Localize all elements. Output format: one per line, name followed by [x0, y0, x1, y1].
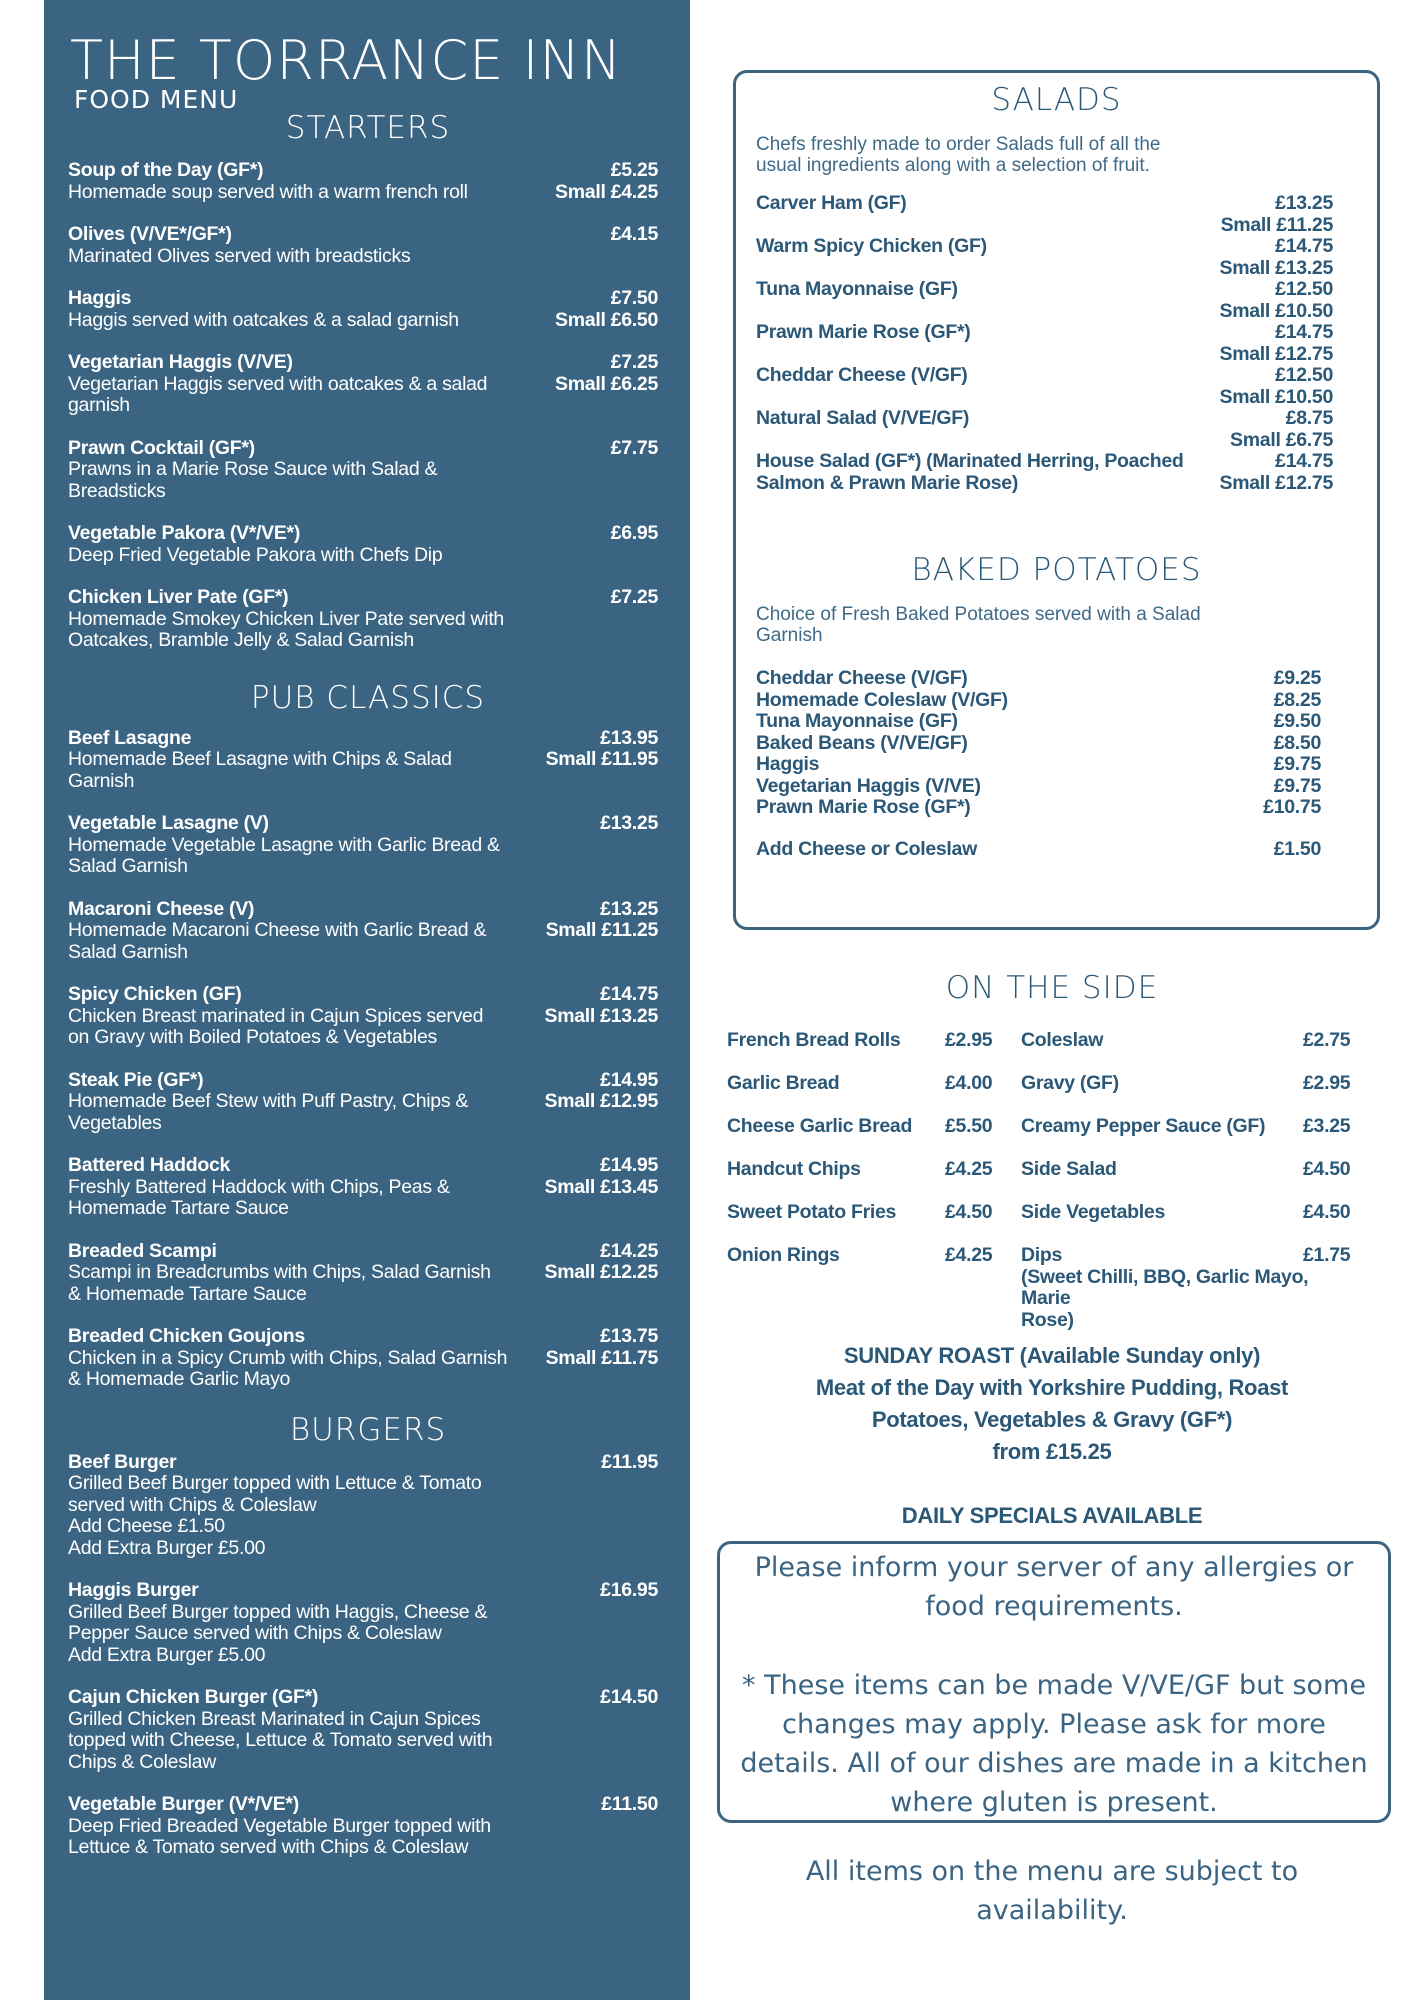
- item-price: £16.95: [600, 1579, 658, 1601]
- menu-item: [68, 899, 668, 964]
- menu-item: [68, 352, 668, 417]
- salad-prices: [1220, 322, 1334, 365]
- description-line: Homemade soup served with a warm french roll: [68, 180, 468, 203]
- item-price: £14.75: [600, 983, 658, 1005]
- menu-item: [68, 288, 668, 331]
- salad-name-line: Warm Spicy Chicken (GF): [756, 235, 987, 257]
- item-prices: [611, 587, 658, 609]
- item-description: [68, 1348, 538, 1391]
- item-name: Vegetable Pakora (V*/VE*): [68, 522, 301, 544]
- potato-item: [756, 754, 1377, 776]
- potato-price: £8.50: [1273, 731, 1321, 754]
- side-item-name: [1021, 1073, 1311, 1095]
- burgers-title: BURGERS: [289, 1411, 447, 1448]
- burgers-list: [68, 1452, 668, 1859]
- salad-item: [736, 236, 1377, 279]
- sunday-roast: SUNDAY ROAST (Available Sunday only) Meat of the Day with Yorkshire Pudding, Roast Potatoes, Vegetables & Gravy (GF*) from £15.25: [815, 1343, 1289, 1464]
- potato-price: £9.75: [1273, 774, 1321, 797]
- item-description: [68, 1177, 538, 1220]
- item-price: £11.95: [601, 1450, 658, 1473]
- potato-price: £9.50: [1273, 710, 1321, 732]
- side-title: ON THE SIDE: [945, 970, 1159, 1006]
- dietary-notice: * These items can be made V/VE/GF but some changes may apply. Please ask for more details. All of our dishes are made in a kitchen where gluten is present.: [740, 1670, 1368, 1818]
- item-prices: [545, 984, 659, 1027]
- menu-item: [68, 1070, 668, 1135]
- side-item-name: [1021, 1202, 1311, 1224]
- item-prices: [601, 1452, 658, 1474]
- restaurant-name: THE TORRANCE INN: [70, 29, 623, 92]
- salad-prices: [1220, 451, 1334, 494]
- item-description: [68, 182, 538, 204]
- description-line: Haggis served with oatcakes & a salad garnish: [68, 308, 459, 331]
- menu-item: [68, 160, 668, 203]
- item-small-price: Small £4.25: [555, 180, 658, 203]
- description-line: garnish: [68, 394, 130, 416]
- description-line: Homemade Smokey Chicken Liver Pate served with: [68, 607, 504, 630]
- salad-small-price: Small £10.50: [1219, 299, 1333, 322]
- side-item-line: Gravy (GF): [1021, 1072, 1119, 1094]
- item-description: [68, 1816, 538, 1859]
- item-price: £13.25: [600, 812, 658, 834]
- side-item-name: Cheese Garlic Bread: [727, 1115, 913, 1137]
- item-small-price: Small £6.50: [555, 308, 658, 331]
- item-small-price: Small £11.95: [545, 748, 658, 770]
- side-item-price: £4.25: [945, 1244, 993, 1266]
- item-small-price: Small £11.25: [545, 919, 658, 941]
- salad-price: £14.75: [1275, 321, 1333, 343]
- item-prices: [601, 1794, 658, 1816]
- menu-item: [68, 587, 668, 652]
- item-description: [68, 1602, 538, 1667]
- menu-item: [68, 1687, 668, 1773]
- description-line: Homemade Tartare Sauce: [68, 1197, 289, 1219]
- menu-item: [68, 1241, 668, 1306]
- side-item-line: Side Salad: [1021, 1158, 1117, 1180]
- item-name: Spicy Chicken (GF): [68, 983, 242, 1005]
- side-item-price: £2.75: [1303, 1029, 1351, 1051]
- item-prices: [600, 1580, 658, 1602]
- item-price: £7.50: [610, 287, 658, 309]
- salad-item: [736, 365, 1377, 408]
- menu-item: [68, 813, 668, 878]
- salad-prices: [1220, 365, 1334, 408]
- potato-name: Cheddar Cheese (V/GF): [756, 667, 968, 689]
- item-description: [68, 246, 538, 268]
- side-item-name: [1021, 1159, 1311, 1181]
- side-row: [727, 1030, 1377, 1073]
- item-name: Steak Pie (GF*): [68, 1068, 204, 1091]
- side-item-name: French Bread Rolls: [727, 1029, 901, 1051]
- allergy-notice: Please inform your server of any allergies or food requirements.: [754, 1552, 1354, 1622]
- item-prices: [600, 1687, 658, 1709]
- side-row: [727, 1244, 1377, 1331]
- salads-title: SALADS: [991, 82, 1122, 118]
- item-prices: [545, 1241, 659, 1284]
- description-line: Salad Garnish: [68, 855, 188, 877]
- potato-name: Prawn Marie Rose (GF*): [756, 796, 971, 818]
- side-item-line: Dips: [1021, 1244, 1063, 1266]
- description-line: Freshly Battered Haddock with Chips, Peas &: [68, 1175, 450, 1198]
- potato-price: £8.25: [1273, 688, 1321, 711]
- potato-price: £9.25: [1273, 667, 1321, 689]
- daily-specials: DAILY SPECIALS AVAILABLE: [901, 1503, 1203, 1528]
- salad-prices: [1220, 279, 1334, 322]
- salad-name-line: Salmon & Prawn Marie Rose): [756, 471, 1019, 494]
- salad-price: £12.50: [1275, 364, 1333, 386]
- side-item-name: [1021, 1245, 1311, 1331]
- side-item-price: £4.00: [945, 1072, 993, 1094]
- item-small-price: Small £11.75: [545, 1346, 658, 1369]
- side-item-price: £5.50: [945, 1115, 993, 1137]
- potatoes-intro: Choice of Fresh Baked Potatoes served with a Salad Garnish: [756, 604, 1201, 646]
- potato-name: Tuna Mayonnaise (GF): [756, 710, 958, 732]
- potatoes-list: [736, 668, 1377, 819]
- item-name: Breaded Scampi: [68, 1239, 217, 1262]
- side-list: [727, 1029, 1377, 1331]
- description-line: Grilled Beef Burger topped with Haggis, Cheese &: [68, 1600, 488, 1623]
- item-prices: [611, 438, 658, 460]
- salad-small-price: Small £11.25: [1220, 213, 1333, 236]
- item-description: [68, 1006, 538, 1049]
- item-description: [68, 374, 538, 417]
- side-item-name: [1021, 1116, 1311, 1138]
- item-prices: [600, 813, 658, 835]
- salad-small-price: Small £12.75: [1219, 342, 1333, 365]
- item-description: [68, 1473, 538, 1559]
- salads-list: [736, 193, 1377, 494]
- salad-small-price: Small £6.75: [1230, 428, 1333, 451]
- item-prices: [611, 523, 658, 545]
- salad-price: £13.25: [1275, 192, 1333, 214]
- item-price: £14.95: [600, 1068, 658, 1091]
- item-price: £13.95: [600, 726, 658, 749]
- menu-item: [68, 984, 668, 1049]
- item-name: Haggis Burger: [68, 1579, 199, 1601]
- salad-name-line: Cheddar Cheese (V/GF): [756, 364, 968, 386]
- item-small-price: Small £13.25: [544, 1004, 658, 1027]
- description-line: Scampi in Breadcrumbs with Chips, Salad Garnish: [68, 1261, 491, 1283]
- item-price: £14.25: [600, 1239, 658, 1262]
- description-line: Homemade Beef Stew with Puff Pastry, Chips &: [68, 1090, 469, 1112]
- item-name: Vegetable Lasagne (V): [68, 812, 269, 834]
- side-item-line: Coleslaw: [1021, 1029, 1104, 1051]
- item-prices: [545, 1070, 659, 1113]
- salad-small-price: Small £13.25: [1219, 256, 1333, 279]
- item-price: £13.75: [600, 1325, 658, 1347]
- side-item-line: Rose): [1021, 1308, 1074, 1331]
- item-prices: [546, 899, 658, 942]
- potato-item: [756, 690, 1377, 712]
- menu-item: [68, 438, 668, 503]
- salad-small-price: Small £12.75: [1219, 471, 1333, 494]
- description-line: Deep Fried Vegetable Pakora with Chefs Dip: [68, 543, 443, 566]
- potato-item: [756, 797, 1377, 819]
- item-name: Breaded Chicken Goujons: [68, 1325, 305, 1347]
- potato-price: £10.75: [1263, 796, 1321, 818]
- salad-item: [736, 279, 1377, 322]
- item-description: [68, 459, 538, 502]
- description-line: Breadsticks: [68, 479, 166, 502]
- item-price: £7.25: [610, 351, 658, 373]
- starters-title: STARTERS: [285, 110, 451, 146]
- description-line: Chips & Coleslaw: [68, 1750, 217, 1773]
- side-row: [727, 1202, 1377, 1245]
- description-line: Vegetarian Haggis served with oatcakes & a salad: [68, 372, 488, 395]
- item-name: Battered Haddock: [68, 1154, 231, 1176]
- item-prices: [546, 1326, 658, 1369]
- salads-intro: Chefs freshly made to order Salads full of all the usual ingredients along with a selection of fruit.: [756, 134, 1161, 176]
- potatoes-extra-name: Add Cheese or Coleslaw: [756, 837, 977, 860]
- potato-name: Vegetarian Haggis (V/VE): [756, 774, 981, 797]
- side-row: [727, 1073, 1377, 1116]
- description-line: Add Extra Burger £5.00: [68, 1536, 266, 1559]
- item-description: [68, 609, 538, 652]
- salad-name-line: House Salad (GF*) (Marinated Herring, Poached: [756, 450, 1184, 472]
- potatoes-extra-price: £1.50: [1273, 837, 1321, 860]
- side-item-line: Side Vegetables: [1021, 1201, 1165, 1223]
- salad-item: [736, 408, 1377, 451]
- side-item-name: Onion Rings: [727, 1244, 840, 1266]
- side-row: [727, 1159, 1377, 1202]
- side-item-price: £4.50: [1303, 1158, 1351, 1180]
- salad-name-line: Natural Salad (V/VE/GF): [756, 407, 970, 429]
- description-line: Grilled Chicken Breast Marinated in Cajun Spices: [68, 1707, 481, 1730]
- potato-item: [756, 776, 1377, 798]
- potato-name: Baked Beans (V/VE/GF): [756, 731, 968, 754]
- item-description: [68, 835, 538, 878]
- description-line: served with Chips & Coleslaw: [68, 1493, 317, 1516]
- description-line: Pepper Sauce served with Chips & Coleslaw: [68, 1622, 442, 1644]
- potato-name: Homemade Coleslaw (V/GF): [756, 688, 1008, 711]
- description-line: Homemade Macaroni Cheese with Garlic Bread &: [68, 919, 487, 941]
- starters-list: [68, 160, 668, 652]
- item-description: [68, 545, 538, 567]
- side-item-price: £1.75: [1303, 1244, 1351, 1266]
- item-name: Olives (V/VE*/GF*): [68, 223, 232, 245]
- salad-price: £14.75: [1275, 450, 1333, 472]
- item-name: Vegetarian Haggis (V/VE): [68, 351, 293, 373]
- description-line: Prawns in a Marie Rose Sauce with Salad &: [68, 458, 438, 480]
- description-line: on Gravy with Boiled Potatoes & Vegetables: [68, 1026, 437, 1048]
- side-item-line: (Sweet Chilli, BBQ, Garlic Mayo, Marie: [1021, 1265, 1309, 1309]
- side-item-price: £3.25: [1303, 1115, 1351, 1137]
- item-price: £14.50: [600, 1686, 658, 1708]
- salad-prices: [1221, 193, 1333, 236]
- description-line: Garnish: [68, 769, 135, 792]
- potato-name: Haggis: [756, 753, 820, 775]
- side-item-name: Garlic Bread: [727, 1072, 840, 1094]
- item-prices: [611, 224, 658, 246]
- item-description: [68, 749, 538, 792]
- item-description: [68, 1262, 538, 1305]
- salad-item: [736, 451, 1377, 494]
- salad-prices: [1230, 408, 1333, 451]
- item-name: Chicken Liver Pate (GF*): [68, 586, 289, 608]
- salad-prices: [1220, 236, 1334, 279]
- menu-item: [68, 1794, 668, 1859]
- item-price: £11.50: [601, 1793, 658, 1815]
- item-name: Beef Burger: [68, 1450, 177, 1473]
- potato-item: [756, 711, 1377, 733]
- item-description: [68, 920, 538, 963]
- item-prices: [555, 160, 658, 203]
- classics-title: PUB CLASSICS: [250, 679, 486, 716]
- description-line: Vegetables: [68, 1111, 162, 1134]
- salad-name-line: Prawn Marie Rose (GF*): [756, 321, 971, 343]
- side-item-price: £4.50: [1303, 1201, 1351, 1223]
- item-name: Beef Lasagne: [68, 726, 192, 749]
- salad-name-line: Tuna Mayonnaise (GF): [756, 278, 958, 300]
- description-line: Chicken Breast marinated in Cajun Spices served: [68, 1004, 484, 1027]
- potatoes-extra: [736, 839, 1377, 861]
- item-name: Prawn Cocktail (GF*): [68, 436, 255, 459]
- side-item-name: Handcut Chips: [727, 1158, 861, 1180]
- item-price: £5.25: [610, 159, 658, 181]
- item-prices: [545, 1155, 659, 1198]
- classics-list: [68, 728, 668, 1391]
- availability-note: All items on the menu are subject to availability.: [805, 1856, 1299, 1926]
- item-price: £6.95: [610, 522, 658, 544]
- menu-item: [68, 224, 668, 267]
- item-description: [68, 1709, 538, 1774]
- item-prices: [555, 352, 658, 395]
- description-line: Grilled Beef Burger topped with Lettuce & Tomato: [68, 1472, 482, 1494]
- menu-item: [68, 1452, 668, 1560]
- salad-small-price: Small £10.50: [1219, 385, 1333, 408]
- description-line: Oatcakes, Bramble Jelly & Salad Garnish: [68, 629, 414, 651]
- item-prices: [546, 728, 658, 771]
- salad-item: [736, 322, 1377, 365]
- description-line: Lettuce & Tomato served with Chips & Coleslaw: [68, 1836, 469, 1858]
- item-price: £7.75: [610, 436, 658, 459]
- item-small-price: Small £13.45: [544, 1175, 658, 1198]
- salad-name-line: Carver Ham (GF): [756, 192, 907, 214]
- item-prices: [555, 288, 658, 331]
- item-name: Cajun Chicken Burger (GF*): [68, 1686, 319, 1708]
- left-panel: [44, 0, 690, 2000]
- description-line: Deep Fried Breaded Vegetable Burger topped with: [68, 1814, 491, 1837]
- salad-price: £14.75: [1275, 235, 1333, 257]
- menu-subtitle: FOOD MENU: [74, 85, 239, 114]
- side-row: [727, 1116, 1377, 1159]
- description-line: & Homemade Tartare Sauce: [68, 1282, 307, 1305]
- description-line: & Homemade Garlic Mayo: [68, 1368, 291, 1390]
- item-small-price: Small £12.25: [544, 1261, 658, 1283]
- salad-item: [736, 193, 1377, 236]
- item-name: Haggis: [68, 287, 132, 309]
- description-line: Homemade Vegetable Lasagne with Garlic Bread &: [68, 833, 500, 856]
- item-small-price: Small £12.95: [544, 1090, 658, 1112]
- description-line: topped with Cheese, Lettuce & Tomato served with: [68, 1729, 493, 1751]
- menu-item: [68, 1326, 668, 1391]
- salads-potatoes-box: [733, 70, 1380, 930]
- side-item-price: £4.50: [945, 1201, 993, 1223]
- menu-item: [68, 1155, 668, 1220]
- side-item-name: Sweet Potato Fries: [727, 1201, 897, 1223]
- menu-item: [68, 728, 668, 793]
- description-line: Chicken in a Spicy Crumb with Chips, Salad Garnish: [68, 1346, 508, 1369]
- item-price: £13.25: [600, 897, 658, 920]
- item-name: Vegetable Burger (V*/VE*): [68, 1793, 299, 1815]
- salad-price: £12.50: [1275, 278, 1333, 300]
- side-item-price: £4.25: [945, 1158, 993, 1180]
- potatoes-title: BAKED POTATOES: [911, 552, 1202, 588]
- description-line: Homemade Beef Lasagne with Chips & Salad: [68, 748, 452, 770]
- side-item-price: £2.95: [1303, 1072, 1351, 1094]
- description-line: Marinated Olives served with breadsticks: [68, 244, 411, 267]
- description-line: Add Extra Burger £5.00: [68, 1643, 266, 1666]
- item-name: Soup of the Day (GF*): [68, 159, 264, 181]
- description-line: Add Cheese £1.50: [68, 1515, 225, 1537]
- item-price: £4.15: [610, 223, 658, 245]
- salad-price: £8.75: [1285, 407, 1333, 429]
- item-description: [68, 310, 538, 332]
- item-price: £14.95: [600, 1154, 658, 1176]
- potato-item: [756, 668, 1377, 690]
- potato-price: £9.75: [1273, 753, 1321, 775]
- item-small-price: Small £6.25: [555, 372, 658, 395]
- description-line: Salad Garnish: [68, 940, 188, 963]
- item-price: £7.25: [610, 586, 658, 608]
- item-description: [68, 1091, 538, 1134]
- side-item-price: £2.95: [945, 1029, 993, 1051]
- side-item-name: [1021, 1030, 1311, 1052]
- item-name: Macaroni Cheese (V): [68, 897, 255, 920]
- potato-item: [756, 733, 1377, 755]
- menu-item: [68, 523, 668, 566]
- allergy-notice-box: [717, 1541, 1391, 1823]
- menu-item: [68, 1580, 668, 1666]
- side-item-line: Creamy Pepper Sauce (GF): [1021, 1115, 1266, 1137]
